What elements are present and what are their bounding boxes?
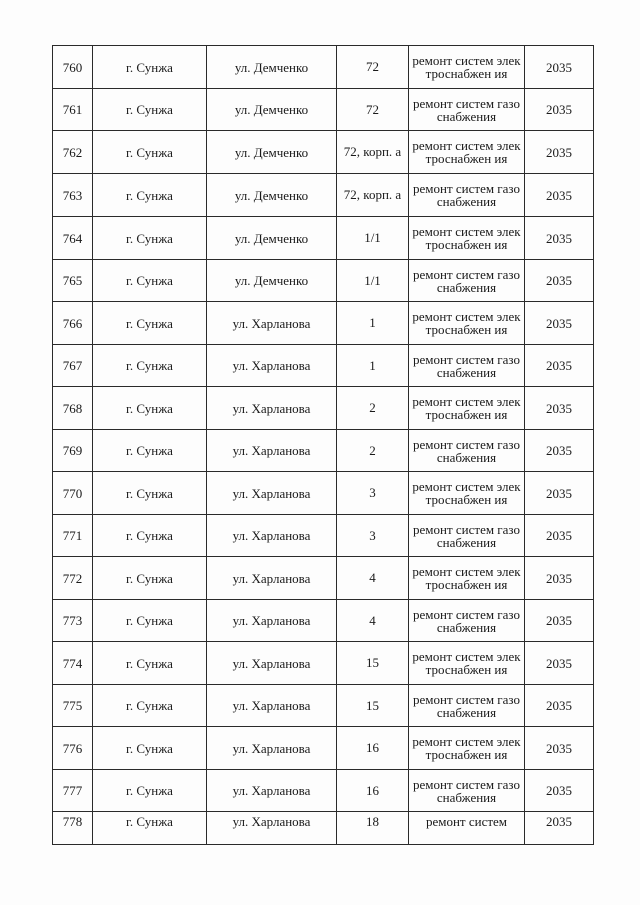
work-type-text: ремонт систем газоснабжения bbox=[413, 266, 520, 295]
work-type-text: ремонт систем газоснабжения bbox=[413, 351, 520, 380]
street-cell bbox=[207, 770, 337, 812]
city-text: г. Сунжа bbox=[126, 102, 173, 117]
row-number-cell bbox=[53, 387, 93, 430]
city-cell bbox=[93, 430, 207, 472]
house-number-cell bbox=[337, 685, 409, 727]
table-row bbox=[53, 472, 594, 515]
city-cell bbox=[93, 642, 207, 685]
city-text: г. Сунжа bbox=[126, 783, 173, 798]
table-row bbox=[53, 217, 594, 260]
city-text: г. Сунжа bbox=[126, 814, 173, 829]
year-cell bbox=[525, 770, 594, 812]
year-text: 2035 bbox=[546, 485, 572, 501]
table-row bbox=[53, 557, 594, 600]
year-text: 2035 bbox=[546, 315, 572, 331]
work-type-cell bbox=[409, 387, 525, 430]
work-type-cell bbox=[409, 174, 525, 217]
row-number-text: 765 bbox=[62, 273, 83, 288]
row-number-cell bbox=[53, 260, 93, 302]
city-text: г. Сунжа bbox=[126, 400, 173, 416]
street-cell bbox=[207, 89, 337, 131]
house-number-cell bbox=[337, 131, 409, 174]
row-number-cell bbox=[53, 642, 93, 685]
table-row bbox=[53, 260, 594, 302]
year-cell bbox=[525, 89, 594, 131]
work-type-text: ремонт систем электроснабжен ия bbox=[412, 479, 521, 507]
year-text: 2035 bbox=[546, 814, 572, 829]
city-cell bbox=[93, 131, 207, 174]
house-number-text: 16 bbox=[366, 782, 379, 798]
year-text: 2035 bbox=[546, 230, 572, 246]
house-number-text: 1/1 bbox=[364, 272, 381, 288]
house-number-cell bbox=[337, 430, 409, 472]
work-type-cell bbox=[409, 727, 525, 770]
city-text: г. Сунжа bbox=[126, 315, 173, 331]
street-text: ул. Харланова bbox=[232, 613, 311, 628]
city-text: г. Сунжа bbox=[126, 59, 173, 75]
table-row bbox=[53, 174, 594, 217]
street-cell bbox=[207, 430, 337, 472]
city-text: г. Сунжа bbox=[126, 613, 173, 628]
row-number-cell bbox=[53, 770, 93, 812]
year-cell bbox=[525, 812, 594, 845]
row-number-cell bbox=[53, 600, 93, 642]
house-number-cell bbox=[337, 89, 409, 131]
house-number-cell bbox=[337, 302, 409, 345]
year-cell bbox=[525, 642, 594, 685]
row-number-text: 776 bbox=[62, 740, 83, 756]
table-row bbox=[53, 812, 594, 845]
row-number-cell bbox=[53, 685, 93, 727]
street-cell bbox=[207, 260, 337, 302]
row-number-text: 770 bbox=[62, 485, 83, 501]
work-type-text: ремонт систем электроснабжен ия bbox=[412, 224, 521, 252]
city-cell bbox=[93, 600, 207, 642]
row-number-cell bbox=[53, 472, 93, 515]
work-type-cell bbox=[409, 515, 525, 557]
street-cell bbox=[207, 131, 337, 174]
work-type-cell bbox=[409, 345, 525, 387]
street-text: ул. Харланова bbox=[232, 358, 311, 373]
work-type-cell bbox=[409, 472, 525, 515]
year-cell bbox=[525, 131, 594, 174]
work-type-text: ремонт систем электроснабжен ия bbox=[412, 564, 521, 592]
table-row bbox=[53, 770, 594, 812]
row-number-cell bbox=[53, 174, 93, 217]
house-number-text: 4 bbox=[369, 570, 376, 585]
street-cell bbox=[207, 642, 337, 685]
year-text: 2035 bbox=[546, 783, 572, 798]
street-text: ул. Харланова bbox=[232, 315, 311, 331]
house-number-cell bbox=[337, 217, 409, 260]
table-row bbox=[53, 515, 594, 557]
year-text: 2035 bbox=[546, 400, 572, 416]
work-type-text: ремонт систем газоснабжения bbox=[413, 181, 520, 209]
row-number-text: 777 bbox=[62, 783, 83, 798]
city-text: г. Сунжа bbox=[126, 230, 173, 246]
year-text: 2035 bbox=[546, 655, 572, 671]
house-number-text: 72 bbox=[366, 59, 379, 74]
street-cell bbox=[207, 812, 337, 845]
house-number-cell bbox=[337, 642, 409, 685]
street-cell bbox=[207, 387, 337, 430]
year-cell bbox=[525, 46, 594, 89]
work-type-text: ремонт систем электроснабжен ия bbox=[412, 734, 521, 762]
street-cell bbox=[207, 345, 337, 387]
street-cell bbox=[207, 600, 337, 642]
table-row bbox=[53, 89, 594, 131]
work-type-cell bbox=[409, 89, 525, 131]
year-text: 2035 bbox=[546, 273, 572, 288]
city-text: г. Сунжа bbox=[126, 358, 173, 373]
repair-schedule-table bbox=[52, 45, 594, 845]
house-number-cell bbox=[337, 812, 409, 845]
street-text: ул. Харланова bbox=[232, 655, 311, 671]
street-cell bbox=[207, 727, 337, 770]
work-type-cell bbox=[409, 430, 525, 472]
table-row bbox=[53, 430, 594, 472]
row-number-cell bbox=[53, 345, 93, 387]
work-type-text: ремонт систем электроснабжен ия bbox=[412, 649, 521, 677]
row-number-text: 774 bbox=[62, 655, 83, 671]
work-type-text: ремонт систем газоснабжения bbox=[413, 436, 520, 465]
table-row bbox=[53, 131, 594, 174]
row-number-cell bbox=[53, 812, 93, 845]
row-number-cell bbox=[53, 89, 93, 131]
house-number-text: 1 bbox=[369, 357, 376, 373]
row-number-cell bbox=[53, 46, 93, 89]
row-number-text: 763 bbox=[62, 187, 83, 203]
city-cell bbox=[93, 217, 207, 260]
street-cell bbox=[207, 515, 337, 557]
row-number-text: 772 bbox=[62, 570, 83, 586]
city-text: г. Сунжа bbox=[126, 655, 173, 671]
street-text: ул. Демченко bbox=[234, 102, 309, 117]
work-type-cell bbox=[409, 642, 525, 685]
house-number-cell bbox=[337, 345, 409, 387]
table-body bbox=[53, 46, 594, 845]
year-cell bbox=[525, 430, 594, 472]
city-cell bbox=[93, 345, 207, 387]
year-cell bbox=[525, 727, 594, 770]
year-cell bbox=[525, 600, 594, 642]
city-cell bbox=[93, 302, 207, 345]
house-number-cell bbox=[337, 515, 409, 557]
row-number-text: 773 bbox=[62, 613, 83, 628]
row-number-text: 775 bbox=[62, 698, 83, 713]
work-type-text: ремонт систем bbox=[425, 814, 508, 829]
year-cell bbox=[525, 387, 594, 430]
street-text: ул. Демченко bbox=[234, 59, 309, 75]
house-number-text: 1 bbox=[369, 315, 376, 330]
year-text: 2035 bbox=[546, 740, 572, 756]
year-text: 2035 bbox=[546, 144, 572, 160]
year-cell bbox=[525, 557, 594, 600]
street-text: ул. Харланова bbox=[232, 814, 311, 829]
row-number-text: 761 bbox=[62, 102, 83, 117]
street-text: ул. Харланова bbox=[232, 443, 311, 458]
row-number-cell bbox=[53, 302, 93, 345]
house-number-cell bbox=[337, 557, 409, 600]
street-text: ул. Харланова bbox=[232, 528, 311, 543]
street-cell bbox=[207, 174, 337, 217]
work-type-cell bbox=[409, 302, 525, 345]
city-cell bbox=[93, 46, 207, 89]
house-number-cell bbox=[337, 600, 409, 642]
year-text: 2035 bbox=[546, 187, 572, 203]
work-type-text: ремонт систем электроснабжен ия bbox=[412, 138, 521, 166]
street-cell bbox=[207, 217, 337, 260]
street-text: ул. Демченко bbox=[234, 187, 309, 203]
city-text: г. Сунжа bbox=[126, 528, 173, 543]
house-number-cell bbox=[337, 260, 409, 302]
table-row bbox=[53, 642, 594, 685]
city-text: г. Сунжа bbox=[126, 187, 173, 203]
house-number-text: 16 bbox=[366, 740, 379, 755]
work-type-cell bbox=[409, 260, 525, 302]
year-text: 2035 bbox=[546, 102, 572, 117]
year-text: 2035 bbox=[546, 570, 572, 586]
table-row bbox=[53, 46, 594, 89]
house-number-cell bbox=[337, 46, 409, 89]
city-text: г. Сунжа bbox=[126, 698, 173, 713]
row-number-text: 767 bbox=[62, 358, 83, 373]
street-text: ул. Демченко bbox=[234, 144, 309, 160]
city-text: г. Сунжа bbox=[126, 485, 173, 501]
house-number-text: 2 bbox=[369, 442, 376, 458]
street-text: ул. Харланова bbox=[232, 485, 311, 501]
house-number-cell bbox=[337, 472, 409, 515]
street-text: ул. Харланова bbox=[232, 783, 311, 798]
house-number-text: 72, корп. а bbox=[343, 187, 402, 202]
city-text: г. Сунжа bbox=[126, 273, 173, 288]
year-cell bbox=[525, 345, 594, 387]
work-type-text: ремонт систем газоснабжения bbox=[413, 776, 520, 805]
table-row bbox=[53, 727, 594, 770]
house-number-text: 3 bbox=[369, 527, 376, 543]
year-text: 2035 bbox=[546, 358, 572, 373]
year-cell bbox=[525, 174, 594, 217]
street-cell bbox=[207, 46, 337, 89]
city-cell bbox=[93, 174, 207, 217]
city-text: г. Сунжа bbox=[126, 144, 173, 160]
work-type-text: ремонт систем газоснабжения bbox=[413, 95, 520, 124]
row-number-cell bbox=[53, 515, 93, 557]
table-row bbox=[53, 345, 594, 387]
city-text: г. Сунжа bbox=[126, 740, 173, 756]
row-number-text: 778 bbox=[62, 814, 83, 829]
row-number-cell bbox=[53, 727, 93, 770]
city-cell bbox=[93, 260, 207, 302]
row-number-cell bbox=[53, 131, 93, 174]
house-number-text: 2 bbox=[369, 400, 376, 415]
work-type-cell bbox=[409, 557, 525, 600]
house-number-text: 1/1 bbox=[364, 230, 381, 245]
row-number-text: 769 bbox=[62, 443, 83, 458]
street-cell bbox=[207, 472, 337, 515]
row-number-text: 764 bbox=[62, 230, 83, 246]
street-text: ул. Харланова bbox=[232, 740, 311, 756]
row-number-text: 760 bbox=[62, 59, 83, 75]
year-cell bbox=[525, 515, 594, 557]
city-cell bbox=[93, 387, 207, 430]
house-number-cell bbox=[337, 174, 409, 217]
work-type-cell bbox=[409, 770, 525, 812]
house-number-text: 72 bbox=[366, 101, 379, 117]
city-cell bbox=[93, 515, 207, 557]
year-text: 2035 bbox=[546, 698, 572, 713]
city-cell bbox=[93, 557, 207, 600]
house-number-cell bbox=[337, 387, 409, 430]
street-cell bbox=[207, 685, 337, 727]
row-number-cell bbox=[53, 430, 93, 472]
row-number-text: 762 bbox=[62, 144, 83, 160]
work-type-cell bbox=[409, 46, 525, 89]
house-number-text: 4 bbox=[369, 612, 376, 628]
city-cell bbox=[93, 472, 207, 515]
year-cell bbox=[525, 685, 594, 727]
work-type-text: ремонт систем газоснабжения bbox=[413, 606, 520, 635]
year-text: 2035 bbox=[546, 528, 572, 543]
city-cell bbox=[93, 685, 207, 727]
city-cell bbox=[93, 89, 207, 131]
house-number-text: 72, корп. а bbox=[343, 144, 402, 159]
city-cell bbox=[93, 812, 207, 845]
house-number-text: 15 bbox=[366, 655, 379, 670]
year-cell bbox=[525, 217, 594, 260]
house-number-text: 15 bbox=[366, 697, 379, 713]
work-type-text: ремонт систем электроснабжен ия bbox=[412, 309, 521, 337]
year-text: 2035 bbox=[546, 613, 572, 628]
street-text: ул. Харланова bbox=[232, 570, 311, 586]
house-number-text: 3 bbox=[369, 485, 376, 500]
year-text: 2035 bbox=[546, 443, 572, 458]
row-number-text: 768 bbox=[62, 400, 83, 416]
city-cell bbox=[93, 727, 207, 770]
city-cell bbox=[93, 770, 207, 812]
year-cell bbox=[525, 472, 594, 515]
street-cell bbox=[207, 302, 337, 345]
house-number-text: 18 bbox=[366, 814, 379, 829]
work-type-cell bbox=[409, 812, 525, 845]
row-number-cell bbox=[53, 217, 93, 260]
row-number-text: 771 bbox=[62, 528, 83, 543]
table-row bbox=[53, 600, 594, 642]
work-type-text: ремонт систем газоснабжения bbox=[413, 521, 520, 550]
street-text: ул. Демченко bbox=[234, 273, 309, 288]
year-cell bbox=[525, 302, 594, 345]
work-type-text: ремонт систем электроснабжен ия bbox=[412, 53, 521, 81]
table-row bbox=[53, 302, 594, 345]
house-number-cell bbox=[337, 770, 409, 812]
work-type-cell bbox=[409, 600, 525, 642]
work-type-text: ремонт систем газоснабжения bbox=[413, 691, 520, 720]
work-type-cell bbox=[409, 685, 525, 727]
city-text: г. Сунжа bbox=[126, 443, 173, 458]
street-text: ул. Харланова bbox=[232, 400, 311, 416]
street-text: ул. Демченко bbox=[234, 230, 309, 246]
year-text: 2035 bbox=[546, 59, 572, 75]
street-cell bbox=[207, 557, 337, 600]
house-number-cell bbox=[337, 727, 409, 770]
table-row bbox=[53, 685, 594, 727]
row-number-cell bbox=[53, 557, 93, 600]
work-type-cell bbox=[409, 131, 525, 174]
table-row bbox=[53, 387, 594, 430]
work-type-text: ремонт систем электроснабжен ия bbox=[412, 394, 521, 422]
work-type-cell bbox=[409, 217, 525, 260]
year-cell bbox=[525, 260, 594, 302]
row-number-text: 766 bbox=[62, 315, 83, 331]
city-text: г. Сунжа bbox=[126, 570, 173, 586]
street-text: ул. Харланова bbox=[232, 698, 311, 713]
